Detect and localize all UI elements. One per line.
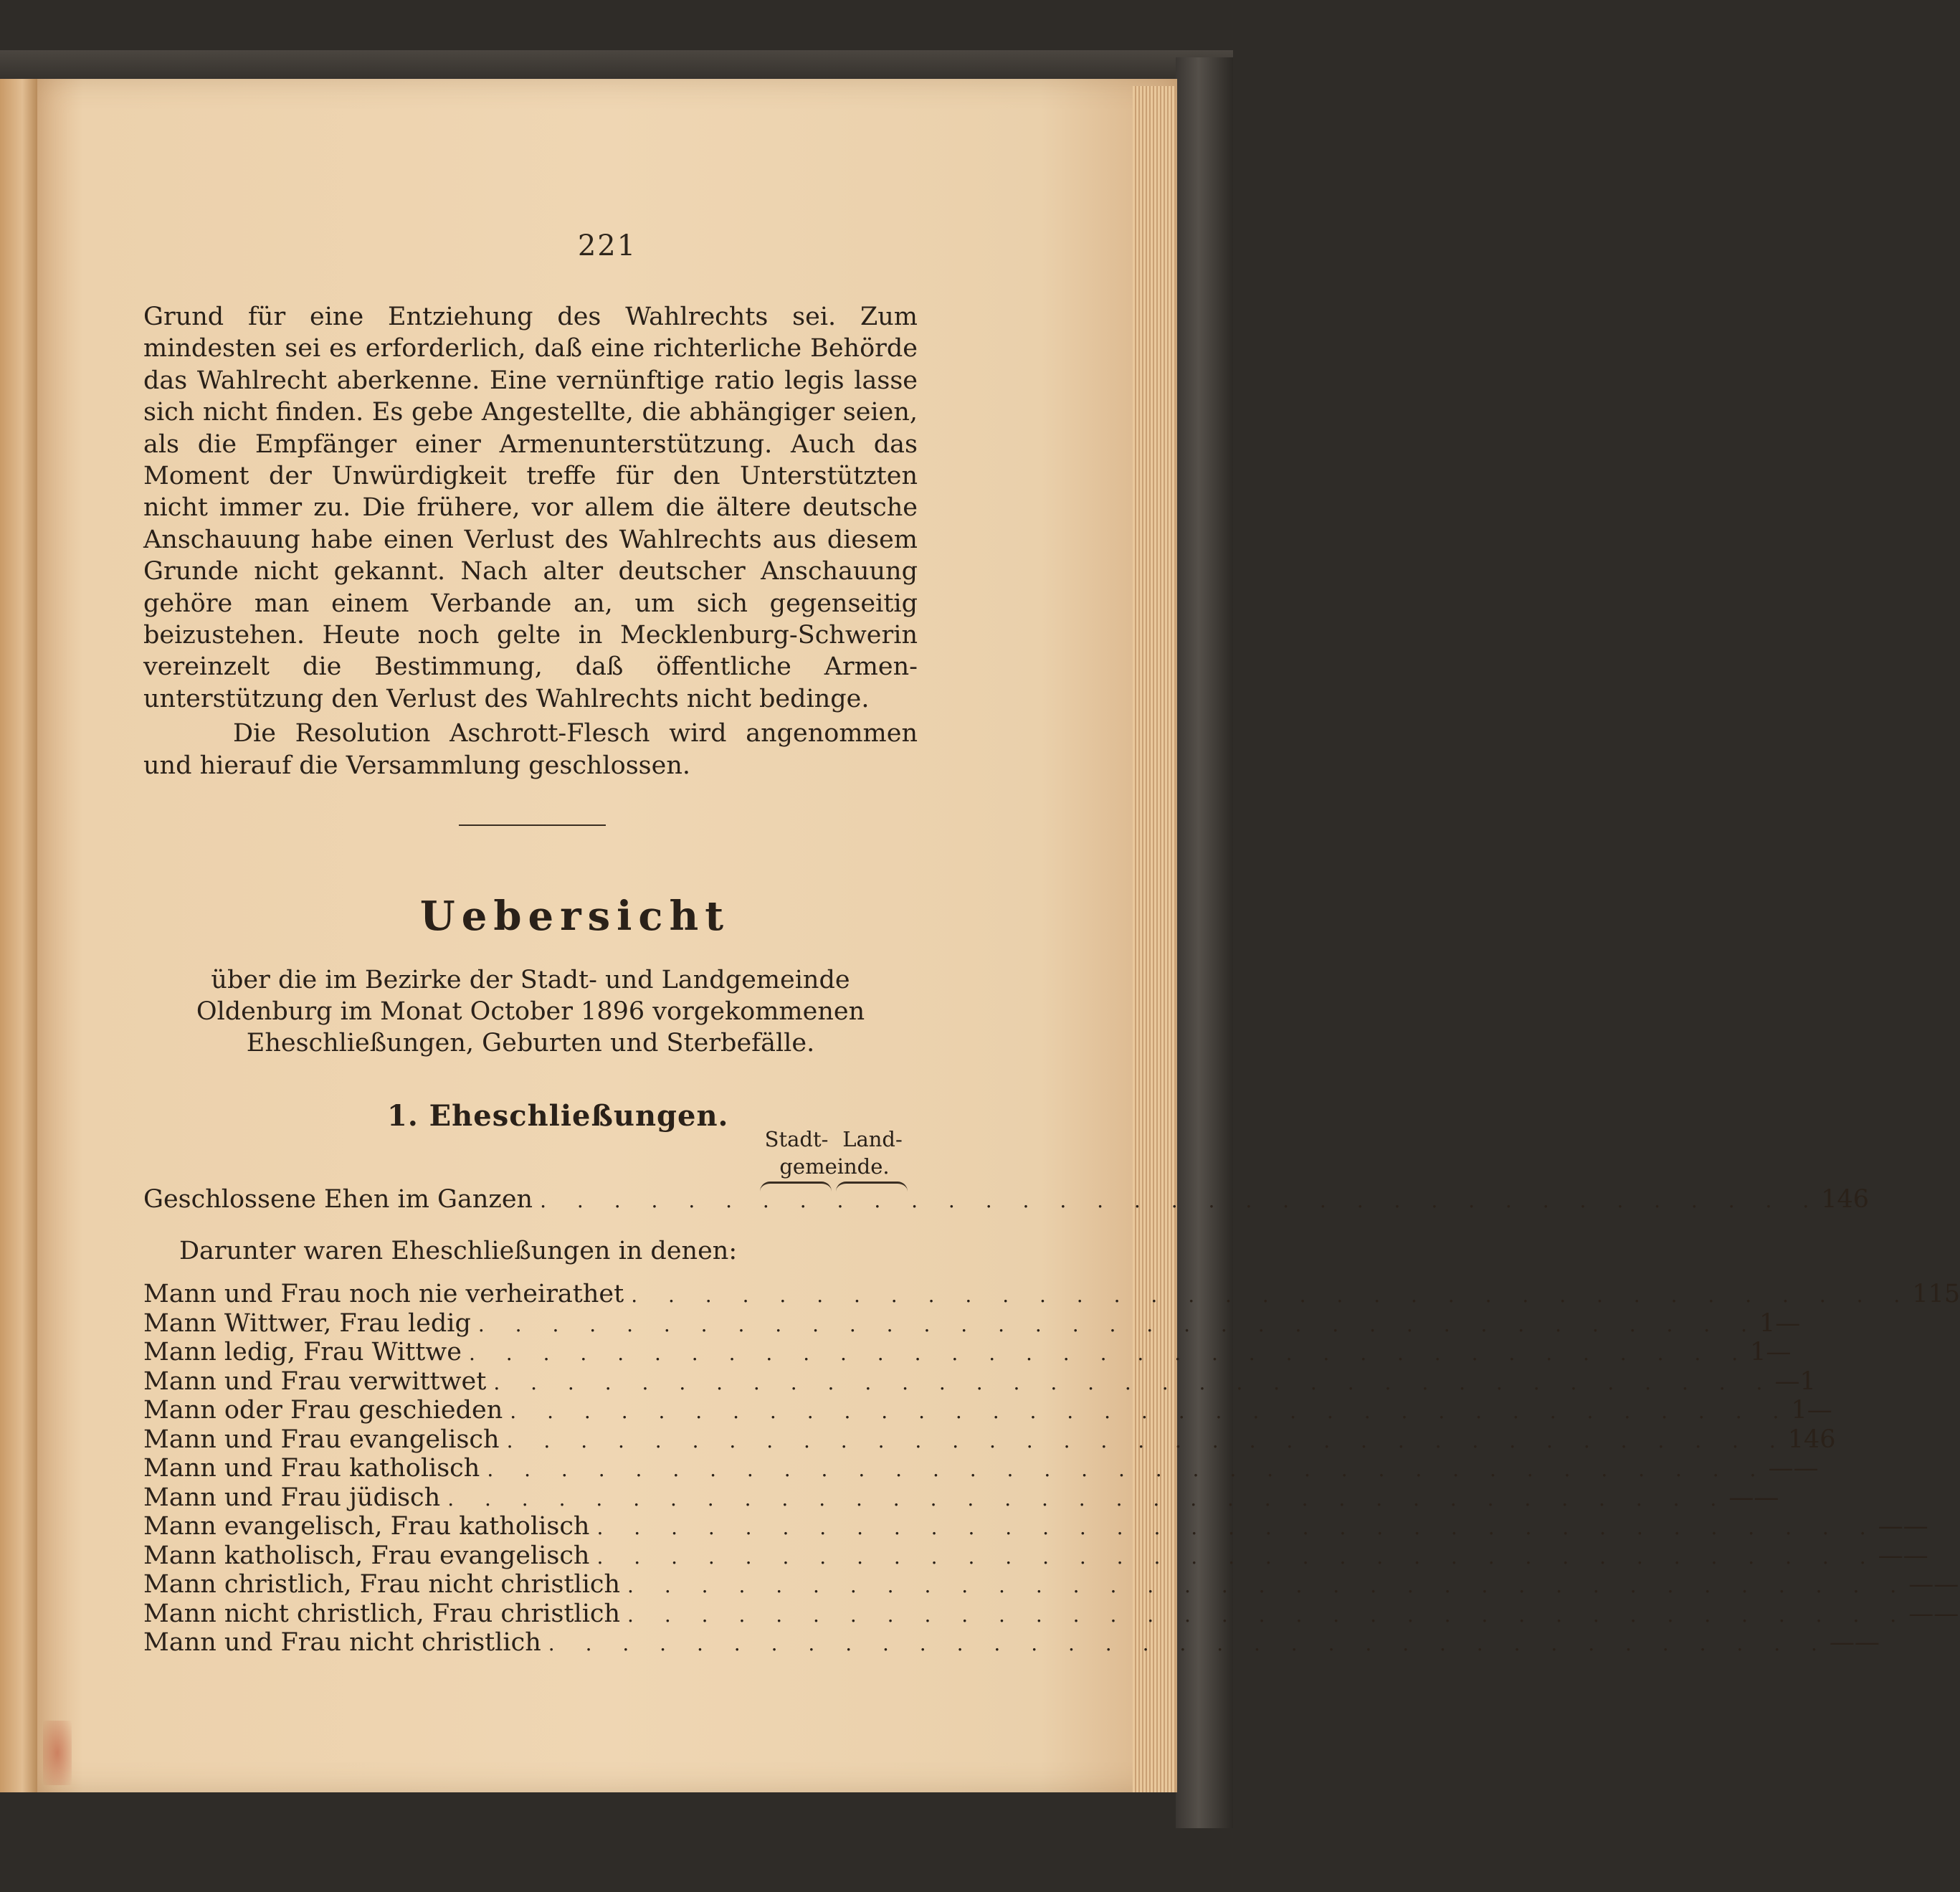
heading: Uebersicht: [419, 893, 731, 940]
table-row: [143, 1338, 1792, 1366]
value-stadt: —: [1878, 1512, 1903, 1541]
value-stadt: —: [1829, 1628, 1855, 1657]
table-row: [143, 1628, 1880, 1657]
leader-dots: . . . . . . . . . . . . . . . . . . . . . . . . . . . . . . . . . . .: [468, 1341, 1751, 1365]
leader-dots: . . . . . . . . . . . . . . . . . . . . . . . . . . . . . . . . . . .: [548, 1632, 1830, 1655]
divider-rule: [459, 824, 606, 826]
leader-dots: . . . . . . . . . . . . . . . . . . . . . . . . . . . . . . . . . . .: [510, 1399, 1792, 1423]
value-land: 6: [1852, 1185, 1870, 1214]
value-stadt: —: [1768, 1454, 1794, 1483]
row-label: Mann oder Frau geschieden: [143, 1396, 503, 1425]
value-land: —: [1807, 1396, 1832, 1425]
value-land: —: [1933, 1570, 1959, 1599]
row-label: Mann und Frau jüdisch: [143, 1483, 441, 1512]
page-number: 221: [577, 229, 637, 262]
value-stadt: 11: [1912, 1280, 1944, 1308]
column-header-suffix: gemeinde.: [779, 1154, 890, 1179]
table-row: [143, 1454, 1819, 1483]
table-row: [143, 1541, 1928, 1570]
column-header-stadt-label: Stadt-: [764, 1127, 829, 1151]
value-land: 1: [1799, 1366, 1816, 1396]
subtitle: über die im Bezirke der Stadt- und Landgemeinde Oldenburg im Monat October 1896 vorgekommenen Eheschließungen, Geburten und Sterbefälle.: [196, 966, 865, 1057]
leader-dots: . . . . . . . . . . . . . . . . . . . . . . . . . . . . . . . . . . .: [506, 1428, 1788, 1453]
table-row: [143, 1599, 1959, 1628]
row-label: Mann katholisch, Frau evangelisch: [143, 1541, 590, 1570]
value-stadt: —: [1774, 1366, 1800, 1396]
table-row: [143, 1308, 1801, 1338]
column-header-land-label: Land-: [842, 1127, 903, 1151]
row-label: Mann und Frau verwittwet: [143, 1366, 487, 1396]
value-stadt: 14: [1821, 1185, 1853, 1214]
section-title: 1. Eheschließungen.: [387, 1099, 729, 1133]
row-label: Mann nicht christlich, Frau christlich: [143, 1599, 621, 1628]
value-stadt: —: [1728, 1483, 1754, 1512]
table-row: [143, 1483, 1779, 1512]
value-stadt: 1: [1750, 1338, 1766, 1366]
value-stadt: 14: [1787, 1425, 1820, 1454]
column-header-land: [834, 1126, 910, 1153]
value-stadt: 1: [1791, 1396, 1807, 1425]
value-land: 6: [1819, 1425, 1836, 1454]
leader-dots: . . . . . . . . . . . . . . . . . . . . . . . . . . . . . . . . . . .: [540, 1189, 1822, 1212]
value-land: —: [1854, 1628, 1880, 1657]
row-label: Mann Wittwer, Frau ledig: [143, 1308, 471, 1338]
table-row: [143, 1366, 1816, 1396]
row-label: Mann christlich, Frau nicht christlich: [143, 1570, 621, 1599]
paragraph: Grund für eine Entziehung des Wahlrechts sei. Zum mindesten sei es erforderlich, daß eine richterliche Behörde das Wahlrecht aberkenne. Eine vernünftige ratio legis lasse sich nicht finden. Es gebe Angestellte, die abhängiger seien, als die Empfänger einer Armenunterstützung. Auch das Moment der Unwürdigkeit treffe für den Unterstützten nicht immer zu. Die frühere, vor allem die ältere deutsche Anschauung habe einen Verlust des Wahlrechts aus diesem Grunde nicht gekannt. Nach alter deutscher Anschauung gehöre man einem Verbande an, um sich gegenseitig beizustehen. Heute noch gelte in Mecklenburg-Schwerin vereinzelt die Bestimmung, daß öffentliche Armen-unterstützung den Verlust des Wahlrechts nicht bedinge.: [143, 303, 918, 713]
value-stadt: —: [1908, 1599, 1934, 1628]
table-row: [143, 1512, 1928, 1541]
leader-dots: . . . . . . . . . . . . . . . . . . . . . . . . . . . . . . . . . . .: [487, 1458, 1769, 1481]
body-text: [143, 301, 918, 781]
row-label: Mann und Frau noch nie verheirathet: [143, 1280, 624, 1308]
value-land: 5: [1944, 1280, 1960, 1308]
left-page-edge: [0, 79, 37, 1792]
table-row: [143, 1396, 1832, 1425]
leader-dots: . . . . . . . . . . . . . . . . . . . . . . . . . . . . . . . . . . .: [596, 1544, 1878, 1569]
leader-dots: . . . . . . . . . . . . . . . . . . . . . . . . . . . . . . . . . . .: [627, 1574, 1909, 1597]
leader-dots: . . . . . . . . . . . . . . . . . . . . . . . . . . . . . . . . . . .: [447, 1486, 1729, 1511]
table-row: [143, 1425, 1836, 1454]
value-land: —: [1793, 1454, 1819, 1483]
table-row: [143, 1280, 1960, 1308]
red-stain: [43, 1721, 72, 1785]
value-stadt: —: [1908, 1570, 1934, 1599]
leader-dots: . . . . . . . . . . . . . . . . . . . . . . . . . . . . . . . . . . .: [596, 1516, 1878, 1539]
row-label: Mann und Frau katholisch: [143, 1454, 480, 1483]
value-land: —: [1933, 1599, 1959, 1628]
value-land: —: [1903, 1512, 1928, 1541]
value-land: —: [1754, 1483, 1779, 1512]
column-header-stadt: [758, 1126, 834, 1153]
table-row: [143, 1570, 1959, 1599]
leader-dots: . . . . . . . . . . . . . . . . . . . . . . . . . . . . . . . . . . .: [477, 1312, 1760, 1336]
table-row-total: [143, 1185, 1870, 1214]
leader-dots: . . . . . . . . . . . . . . . . . . . . . . . . . . . . . . . . . . .: [631, 1283, 1913, 1307]
value-land: —: [1766, 1338, 1792, 1366]
paragraph: Die Resolution Aschrott-Flesch wird angenommen und hierauf die Versammlung geschlossen.: [143, 719, 918, 780]
value-stadt: —: [1878, 1541, 1903, 1570]
value-stadt: 1: [1759, 1308, 1776, 1338]
value-land: —: [1775, 1308, 1801, 1338]
value-land: —: [1903, 1541, 1928, 1570]
table-intro: Darunter waren Eheschließungen in denen:: [179, 1237, 738, 1265]
row-label: Mann und Frau evangelisch: [143, 1425, 500, 1454]
leader-dots: . . . . . . . . . . . . . . . . . . . . . . . . . . . . . . . . . . .: [627, 1602, 1909, 1627]
leader-dots: . . . . . . . . . . . . . . . . . . . . . . . . . . . . . . . . . . .: [493, 1370, 1775, 1394]
row-label: Mann ledig, Frau Wittwe: [143, 1338, 462, 1366]
row-label: Mann und Frau nicht christlich: [143, 1628, 541, 1657]
row-label: Mann evangelisch, Frau katholisch: [143, 1512, 590, 1541]
row-label: Geschlossene Ehen im Ganzen: [143, 1185, 533, 1214]
